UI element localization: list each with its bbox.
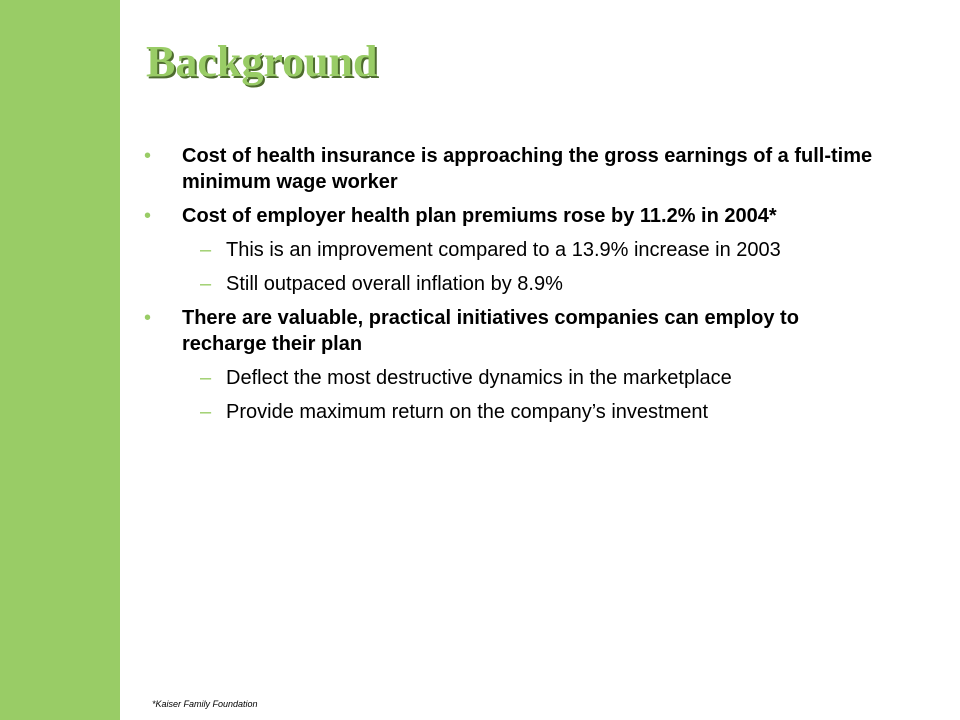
bullet-marker: • xyxy=(144,205,152,227)
slide-title: Background xyxy=(146,37,378,86)
sub-bullet-text: This is an improvement compared to a 13.9% increase in 2003 xyxy=(226,239,781,261)
sub-bullet-marker: – xyxy=(200,401,212,423)
sub-bullet-marker: – xyxy=(200,367,212,389)
bullet-text: There are valuable, practical initiatives companies can employ to recharge their plan xyxy=(182,307,799,355)
bullet-text: Cost of health insurance is approaching the gross earnings of a full-time minimum wage worker xyxy=(182,145,873,193)
sub-bullet-item xyxy=(144,399,884,425)
sub-bullet-item xyxy=(144,271,884,297)
decorative-side-bar xyxy=(0,0,120,720)
sub-bullet-text: Deflect the most destructive dynamics in the marketplace xyxy=(226,367,732,389)
sub-bullet-item xyxy=(144,365,884,391)
sub-bullet-text: Still outpaced overall inflation by 8.9% xyxy=(226,273,563,295)
sub-bullet-marker: – xyxy=(200,273,212,295)
bullet-marker: • xyxy=(144,307,152,329)
sub-bullet-marker: – xyxy=(200,239,212,261)
sub-bullet-text: Provide maximum return on the company’s investment xyxy=(226,401,709,423)
bullet-text: Cost of employer health plan premiums rose by 11.2% in 2004* xyxy=(182,205,777,227)
bullet-list xyxy=(144,143,884,433)
bullet-item xyxy=(144,143,884,195)
footnote-source: *Kaiser Family Foundation xyxy=(152,699,258,709)
sub-bullet-item xyxy=(144,237,884,263)
bullet-item xyxy=(144,203,884,229)
bullet-marker: • xyxy=(144,145,152,167)
bullet-item xyxy=(144,305,884,357)
